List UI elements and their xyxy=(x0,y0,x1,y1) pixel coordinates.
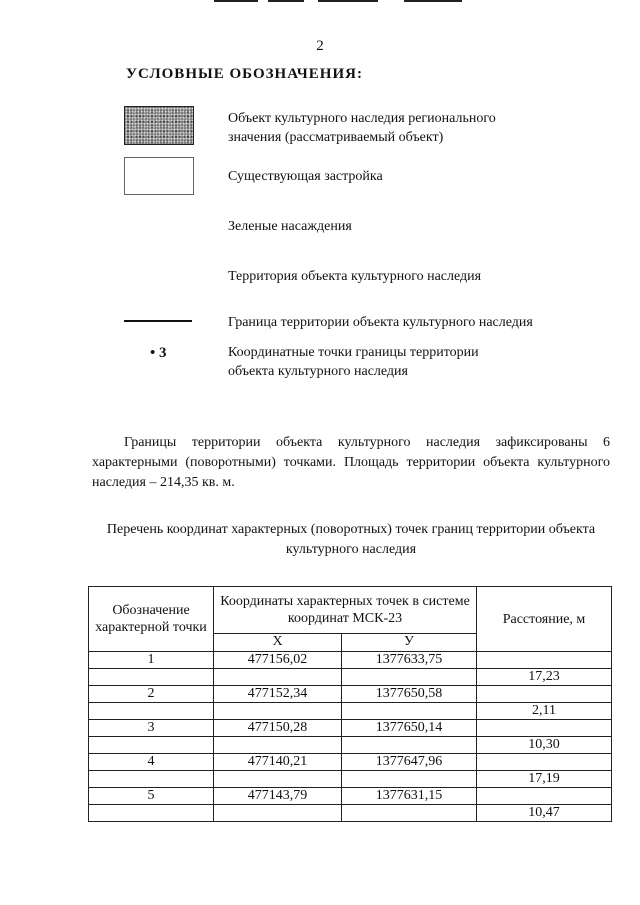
header-distance: Расстояние, м xyxy=(477,587,612,652)
empty-cell xyxy=(89,669,214,686)
heritage-object-symbol xyxy=(124,106,194,145)
distance-spacer xyxy=(477,720,612,737)
legend-label-heritage-territory: Территория объекта культурного наследия xyxy=(228,269,482,284)
empty-cell xyxy=(214,703,342,720)
table-row xyxy=(89,652,612,669)
legend-label-heritage-object: Объект культурного наследия регионального значения (рассматриваемый объект) xyxy=(228,111,496,145)
y-cell: 1377650,14 xyxy=(342,720,477,737)
empty-cell xyxy=(342,669,477,686)
x-cell: 477150,28 xyxy=(214,720,342,737)
y-cell: 1377631,15 xyxy=(342,788,477,805)
header-y: У xyxy=(342,634,477,652)
table-row xyxy=(89,669,612,686)
header-point: Обозначение характерной точки xyxy=(89,587,214,652)
coordinate-point-symbol: • 3 xyxy=(150,345,167,361)
empty-cell xyxy=(89,805,214,822)
table-row xyxy=(89,788,612,805)
table-row xyxy=(89,754,612,771)
top-edge-line xyxy=(404,0,462,2)
empty-cell xyxy=(342,737,477,754)
table-row xyxy=(89,686,612,703)
top-edge-line xyxy=(214,0,258,2)
distance-spacer xyxy=(477,788,612,805)
y-cell: 1377633,75 xyxy=(342,652,477,669)
distance-cell: 17,19 xyxy=(477,771,612,788)
empty-cell xyxy=(214,737,342,754)
empty-cell xyxy=(214,669,342,686)
distance-cell: 10,30 xyxy=(477,737,612,754)
point-cell: 4 xyxy=(89,754,214,771)
legend-label-coordinate-points: Координатные точки границы территории объекта культурного наследия xyxy=(228,345,479,379)
distance-spacer xyxy=(477,754,612,771)
legend-heading: УСЛОВНЫЕ ОБОЗНАЧЕНИЯ: xyxy=(126,66,363,82)
header-x: X xyxy=(214,634,342,652)
table-row xyxy=(89,737,612,754)
y-cell: 1377647,96 xyxy=(342,754,477,771)
empty-cell xyxy=(89,703,214,720)
point-cell: 5 xyxy=(89,788,214,805)
page-number: 2 xyxy=(316,38,324,54)
empty-cell xyxy=(214,771,342,788)
point-cell: 2 xyxy=(89,686,214,703)
distance-cell: 10,47 xyxy=(477,805,612,822)
legend-label-existing-buildings: Существующая застройка xyxy=(228,169,383,184)
table-row xyxy=(89,771,612,788)
point-cell: 1 xyxy=(89,652,214,669)
top-edge-line xyxy=(268,0,304,2)
coordinates-table xyxy=(88,586,612,822)
empty-cell xyxy=(214,805,342,822)
empty-cell xyxy=(342,805,477,822)
y-cell: 1377650,58 xyxy=(342,686,477,703)
existing-buildings-symbol xyxy=(124,157,194,195)
boundary-line-symbol xyxy=(124,320,192,322)
boundary-description-paragraph: Границы территории объекта культурного наследия зафиксированы 6 характерными (поворотными) точками. Площадь территории объекта культурного наследия – 214,35 кв. м. xyxy=(92,435,610,490)
x-cell: 477143,79 xyxy=(214,788,342,805)
empty-cell xyxy=(89,737,214,754)
x-cell: 477140,21 xyxy=(214,754,342,771)
point-cell: 3 xyxy=(89,720,214,737)
distance-cell: 17,23 xyxy=(477,669,612,686)
legend-label-green-spaces: Зеленые насаждения xyxy=(228,219,352,234)
empty-cell xyxy=(342,703,477,720)
empty-cell xyxy=(342,771,477,788)
distance-spacer xyxy=(477,686,612,703)
top-edge-line xyxy=(318,0,378,2)
distance-cell: 2,11 xyxy=(477,703,612,720)
legend-label-boundary: Граница территории объекта культурного наследия xyxy=(228,315,533,330)
header-coordinates: Координаты характерных точек в системе координат МСК-23 xyxy=(214,587,477,634)
table-row xyxy=(89,703,612,720)
distance-spacer xyxy=(477,652,612,669)
table-row xyxy=(89,720,612,737)
table-row xyxy=(89,805,612,822)
empty-cell xyxy=(89,771,214,788)
x-cell: 477152,34 xyxy=(214,686,342,703)
table-title: Перечень координат характерных (поворотных) точек границ территории объекта культурного наследия xyxy=(106,522,596,557)
x-cell: 477156,02 xyxy=(214,652,342,669)
